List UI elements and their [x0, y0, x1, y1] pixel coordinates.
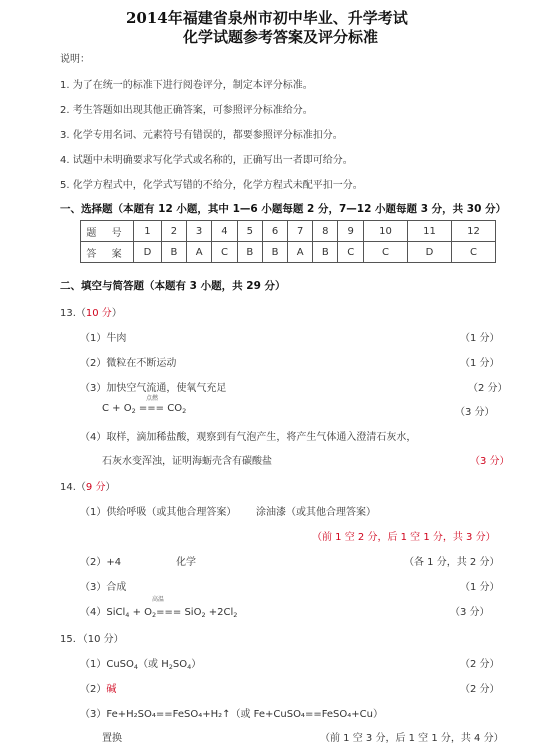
answer-cell: D — [407, 242, 451, 263]
eq-subscript: 2 — [182, 407, 187, 415]
q14-score-2: （各 1 分，共 2 分） — [404, 557, 500, 568]
answer-subscript: 2 — [168, 663, 173, 671]
q13-score-4: （3 分） — [470, 456, 510, 467]
note-item-3: 3. 化学专用名词、元素符号有错误的，都要参照评分标准扣分。 — [60, 130, 343, 141]
q13-answer-2: （2）微粒在不断运动 — [80, 358, 177, 369]
q15-score-1: （2 分） — [460, 659, 500, 670]
eq-part: === CO — [135, 403, 183, 414]
q15-answer-3: （3）Fe+H₂SO₄==FeSO₄+H₂↑（或 Fe+CuSO₄==FeSO₄+Cu） — [80, 709, 383, 720]
q14-close: ） — [105, 482, 116, 493]
q14-reaction-condition: 高温 — [152, 596, 165, 603]
answer-cell: C — [338, 242, 364, 263]
q15-score-4: （前 1 空 3 分，后 1 空 1 分，共 4 分） — [320, 733, 504, 744]
row-label-question: 题 号 — [81, 221, 134, 242]
note-item-4: 4. 试题中未明确要求写化学式或名称的，正确写出一者即可给分。 — [60, 155, 353, 166]
q14-answer-1a: （1）供给呼吸（或其他合理答案） — [80, 507, 237, 518]
q14-score: 9 分 — [85, 482, 106, 493]
answer-subscript: 4 — [187, 663, 192, 671]
answer-part: （1）CuSO — [80, 659, 134, 670]
q14-score-1: （前 1 空 2 分，后 1 空 1 分，共 3 分） — [312, 532, 496, 543]
note-item-2: 2. 考生答题如出现其他正确答案，可参照评分标准给分。 — [60, 105, 313, 116]
q13-reaction-condition: 点燃 — [146, 395, 159, 402]
question-number: 11 — [407, 221, 451, 242]
q13-score-2: （1 分） — [460, 358, 500, 369]
eq-subscript: 2 — [201, 611, 206, 619]
note-item-1: 1. 为了在统一的标准下进行阅卷评分，制定本评分标准。 — [60, 80, 313, 91]
answer-table-question-row — [81, 221, 496, 242]
answer-part: （2） — [80, 684, 107, 695]
q14-header — [60, 478, 115, 493]
answer-cell: C — [451, 242, 495, 263]
answer-cell: B — [161, 242, 186, 263]
q13-score-1: （1 分） — [460, 333, 500, 344]
eq-subscript: 4 — [125, 611, 130, 619]
q14-answer-2a: （2）+4 — [80, 557, 122, 568]
answer-cell: B — [262, 242, 287, 263]
q13-score-3: （2 分） — [468, 383, 508, 394]
answer-cell: A — [187, 242, 212, 263]
q14-answer-1b: 涂油漆（或其他合理答案） — [256, 507, 376, 518]
q14-equation — [80, 603, 237, 619]
answer-table — [80, 220, 496, 263]
q13-answer-1: （1）牛肉 — [80, 333, 127, 344]
eq-subscript: 2 — [152, 611, 157, 619]
eq-subscript: 2 — [131, 407, 136, 415]
q14-number: 14.（ — [60, 482, 86, 493]
section1-heading: 一、选择题（本题有 12 小题，其中 1—6 小题每题 2 分，7—12 小题每题 3 分，共 30 分） — [60, 203, 507, 215]
answer-cell: D — [134, 242, 162, 263]
question-number: 12 — [451, 221, 495, 242]
q15-answer-1 — [80, 655, 201, 671]
eq-part: + O — [129, 607, 152, 618]
eq-subscript: 2 — [233, 611, 238, 619]
q15-header: 15．（10 分） — [60, 634, 124, 645]
q13-close: ） — [111, 308, 122, 319]
question-number: 3 — [187, 221, 212, 242]
answer-cell: A — [288, 242, 313, 263]
section2-heading: 二、填空与简答题（本题有 3 小题，共 29 分） — [60, 280, 286, 292]
answer-part: （或 H — [138, 659, 169, 670]
q14-answer-2b: 化学 — [176, 557, 196, 568]
q13-answer-4a: （4）取样，滴加稀盐酸，观察到有气泡产生，将产生气体通入澄清石灰水， — [80, 432, 417, 443]
eq-part: （4）SiCl — [80, 607, 126, 618]
eq-part: C + O — [102, 403, 132, 414]
q14-answer-3: （3）合成 — [80, 582, 127, 593]
q13-answer-4b: 石灰水变浑浊，证明海蛎壳含有碳酸盐 — [102, 456, 272, 467]
answer-red-text: 碱 — [106, 684, 117, 695]
question-number: 5 — [237, 221, 262, 242]
q13-equation-score: （3 分） — [455, 407, 495, 418]
answer-subscript: 4 — [133, 663, 139, 671]
q15-score-2: （2 分） — [460, 684, 500, 695]
question-number: 10 — [364, 221, 408, 242]
q15-answer-4: 置换 — [102, 733, 122, 744]
notes-label: 说明： — [60, 54, 90, 65]
row-label-answer: 答 案 — [81, 242, 134, 263]
answer-part: ） — [191, 659, 202, 670]
note-item-5: 5. 化学方程式中，化学式写错的不给分，化学方程式未配平扣一分。 — [60, 180, 363, 191]
q14-score-3: （1 分） — [460, 582, 500, 593]
page-title-line1: 2014年福建省泉州市初中毕业、升学考试 — [126, 9, 408, 27]
eq-part: +2Cl — [205, 607, 234, 618]
q13-equation — [102, 403, 186, 415]
answer-cell: B — [313, 242, 338, 263]
eq-part: === SiO — [156, 607, 202, 618]
answer-cell: C — [212, 242, 238, 263]
page-title-line2: 化学试题参考答案及评分标准 — [183, 28, 379, 46]
question-number: 7 — [288, 221, 313, 242]
question-number: 4 — [212, 221, 238, 242]
q13-number: 13.（ — [60, 308, 86, 319]
answer-part: SO — [172, 659, 188, 670]
q14-score-4: （3 分） — [450, 607, 490, 618]
q13-score: 10 分 — [85, 308, 112, 319]
question-number: 6 — [262, 221, 287, 242]
q13-header — [60, 304, 122, 319]
question-number: 1 — [134, 221, 162, 242]
answer-cell: C — [364, 242, 408, 263]
question-number: 8 — [313, 221, 338, 242]
answer-table-answer-row — [81, 242, 496, 263]
answer-cell: B — [237, 242, 262, 263]
question-number: 9 — [338, 221, 364, 242]
q15-answer-2 — [80, 680, 116, 695]
question-number: 2 — [161, 221, 186, 242]
q13-answer-3: （3）加快空气流通，使氧气充足 — [80, 383, 227, 394]
